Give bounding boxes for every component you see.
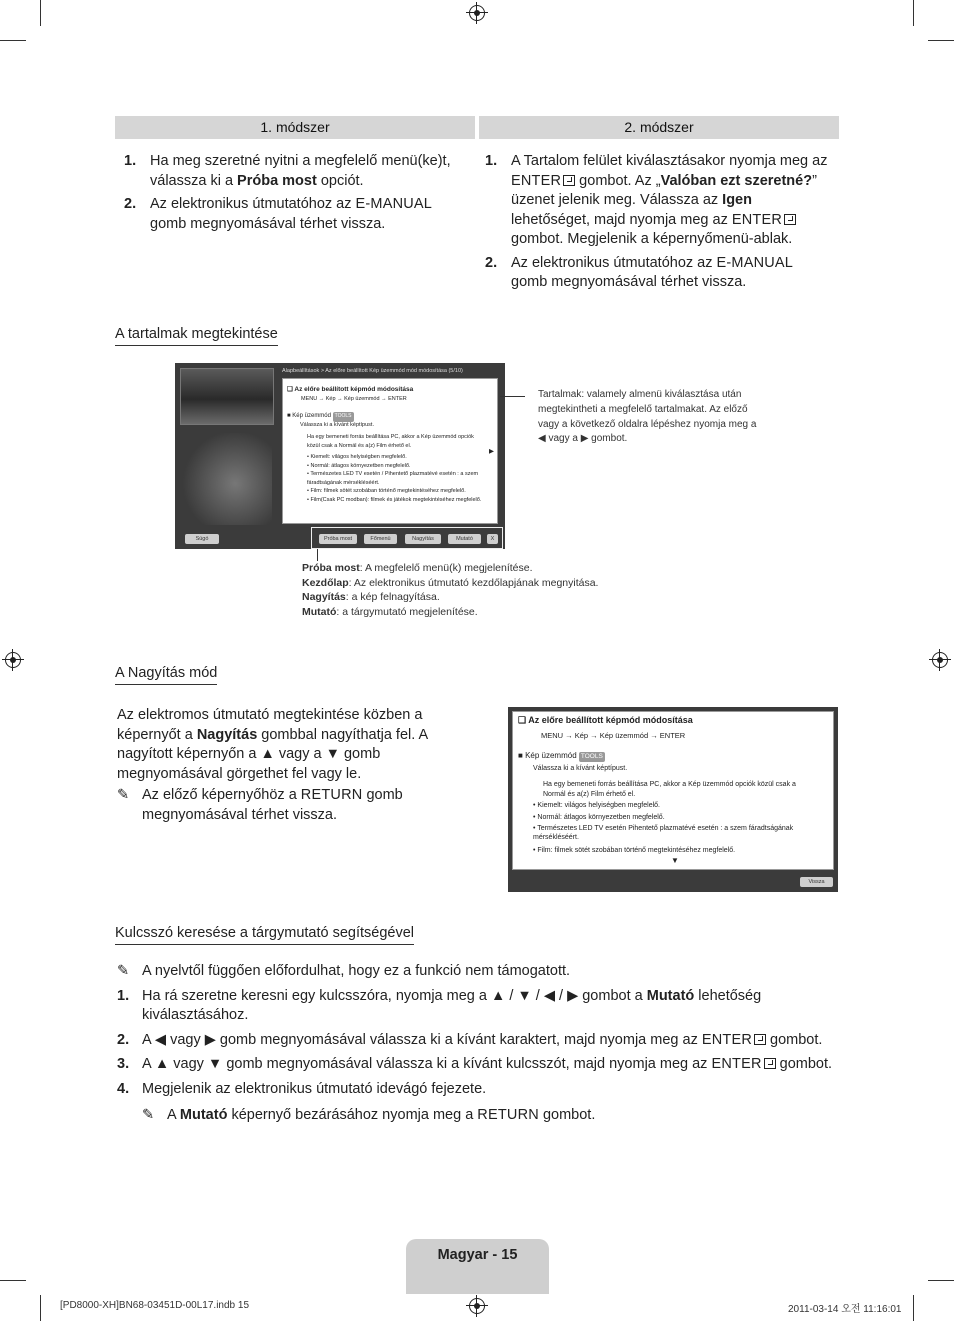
method1-header: 1. módszer — [115, 116, 475, 139]
enter-icon — [764, 1058, 776, 1069]
section-title-contents: A tartalmak megtekintése — [115, 326, 278, 346]
keyword-step4: 4. Megjelenik az elektronikus útmutató idevágó fejezete. — [117, 1080, 487, 1097]
legend-item: Kezdőlap: Az elektronikus útmutató kezdőlapjának megnyitása. — [302, 576, 599, 589]
note-text: Ha egy bemeneti forrás beállítása PC, akkor a Kép üzemmód opciók közül csak a Normál és a(z) Film érhető el. — [543, 781, 796, 798]
zoom-description: Az elektromos útmutató megtekintése közben a képernyőt a Nagyítás gombbal nagyíthatja fel. A nagyított képernyőn a ▲ vagy a ▼ gomb megnyomásával görgethet fel vagy le. — [117, 707, 428, 782]
callout-text: Tartalmak: valamely almenü kiválasztása után megtekintheti a megfelelő tartalmakat. Az előző vagy a következő oldalra lépéshez nyomja meg a ◀ vagy a ▶ gombot. — [538, 389, 757, 445]
tv-screen-zoom — [508, 707, 838, 892]
method2-step1: 1. A Tartalom felület kiválasztásakor nyomja meg az ENTER gombot. Az „Valóban ezt szeretné?” üzenet jelenik meg. Válassza az Igen lehetőséget, majd nyomja meg az ENTER gombot. Megjelenik a képernyőmenü-ablak. — [485, 153, 828, 247]
bullet-item: • Film: filmek sötét szobában történő megtekintéséhez megfelelő. — [533, 847, 736, 854]
close-button[interactable]: X — [487, 534, 498, 544]
registration-mark-icon — [5, 652, 21, 668]
method2-step2: 2. Az elektronikus útmutatóhoz az E-MANUAL gomb megnyomásával térhet vissza. — [485, 254, 794, 290]
item-subtitle: Válassza ki a kívánt képtípust. — [533, 765, 628, 772]
zoom-button[interactable]: Nagyítás — [405, 534, 441, 544]
registration-mark-icon — [932, 652, 948, 668]
print-timestamp: 2011-03-14 오전 11:16:01 — [788, 1304, 902, 1315]
next-page-arrow-icon[interactable]: ▶ — [489, 448, 494, 455]
enter-icon — [784, 214, 796, 225]
bullet-item: • Film(Csak PC modban): filmek és játékok megtekintéséhez megfelelő. — [307, 496, 482, 503]
keyword-note: ✎ A nyelvtől függően előfordulhat, hogy ez a funkció nem támogatott. — [117, 962, 837, 982]
panel-title: ❑ Az előre beállított képmód módosítása — [287, 386, 414, 393]
decor-graphic — [180, 433, 272, 525]
keyword-note2: ✎ A Mutató képernyő bezárásához nyomja meg a RETURN gombot. — [117, 1106, 837, 1126]
bullet-item: • Természetes LED TV esetén / Pihentető plazmatévé esetén : a szem fáradtságának mérsékléséért. — [307, 471, 479, 486]
registration-mark-icon — [469, 5, 485, 21]
callout-line — [500, 396, 525, 397]
keyword-step2: 2. A ◀ vagy ▶ gomb megnyomásával válassza ki a kívánt karaktert, majd nyomja meg az ENTER gombot. — [117, 1031, 823, 1048]
registration-mark-icon — [469, 1298, 485, 1314]
bullet-item: • Normál: átlagos környezetben megfelelő. — [307, 462, 411, 469]
index-button[interactable]: Mutató — [448, 534, 481, 544]
legend-pointer-line — [317, 549, 318, 561]
section-title-zoom: A Nagyítás mód — [115, 665, 217, 685]
bullet-item: • Kiemelt: világos helyiségben megfelelő. — [307, 454, 407, 460]
keyword-step1: 1. Ha rá szeretne keresni egy kulcsszóra, nyomja meg a ▲ / ▼ / ◀ / ▶ gombot a Mutató lehetőség kiválasztásához. — [117, 987, 762, 1023]
menu-path: MENU → Kép → Kép üzemmód → ENTER — [301, 396, 407, 402]
legend-item: Próba most: A megfelelő menü(k) megjelenítése. — [302, 562, 533, 574]
picture-mode-item: ■ Kép üzemmód TOOLS — [518, 751, 603, 760]
note-pencil-icon: ✎ — [117, 787, 130, 803]
menu-path: MENU → Kép → Kép üzemmód → ENTER — [541, 731, 686, 740]
home-button[interactable]: Főmenü — [364, 534, 397, 544]
legend-item: Nagyítás: a kép felnagyítása. — [302, 591, 440, 603]
help-button[interactable]: Súgó — [185, 534, 219, 544]
manual-illustration — [180, 368, 274, 425]
method2-header: 2. módszer — [479, 116, 839, 139]
method1-step1: 1. Ha meg szeretné nyitni a megfelelő menü(ke)t, válassza ki a Próba most opciót. — [124, 153, 451, 189]
bullet-item: • Természetes LED TV esetén Pihentető plazmatévé esetén : a szem fáradtságának mérsékléséért. — [533, 825, 794, 841]
note-pencil-icon: ✎ — [117, 963, 130, 979]
bullet-list — [307, 453, 485, 504]
page-number-tab: Magyar - 15 — [406, 1239, 549, 1294]
enter-icon — [563, 175, 575, 186]
enter-icon — [754, 1034, 766, 1045]
button-legend — [302, 561, 632, 619]
breadcrumb: Alapbeállítások > Az előre beállított Kép üzemmód mód módosítása (5/10) — [282, 368, 463, 374]
content-panel — [282, 378, 498, 524]
method1-step2: 2. Az elektronikus útmutatóhoz az E-MANUAL gomb megnyomásával térhet vissza. — [124, 196, 433, 232]
zoom-note: ✎ Az előző képernyőhöz a RETURN gomb megnyomásával térhet vissza. — [117, 787, 403, 823]
bullet-item: • Normál: átlagos környezetben megfelelő. — [533, 814, 665, 821]
picture-mode-item: ■ Kép üzemmód TOOLS — [287, 412, 354, 422]
note-text: Ha egy bemeneti forrás beállítása PC, akkor a Kép üzemmód opciók közül csak a Normál és a(z) Film érhető el. — [307, 434, 474, 449]
scroll-down-arrow-icon[interactable]: ▼ — [671, 856, 679, 865]
method1-steps — [124, 152, 464, 238]
zoomed-panel — [512, 711, 834, 870]
tv-screen-contents — [175, 363, 505, 549]
try-now-button[interactable]: Próba most — [319, 534, 357, 544]
legend-item: Mutató: a tárgymutató megjelenítése. — [302, 605, 478, 618]
bullet-item: • Film: filmek sötét szobában történő megtekintéséhez megfelelő. — [307, 488, 466, 494]
bullet-list — [533, 800, 818, 857]
method2-steps — [485, 152, 830, 297]
print-file-info: [PD8000-XH]BN68-03451D-00L17.indb 15 — [60, 1300, 250, 1311]
keyword-step3: 3. A ▲ vagy ▼ gomb megnyomásával válassza ki a kívánt kulcsszót, majd nyomja meg az ENTER gombot. — [117, 1056, 833, 1072]
item-subtitle: Válassza ki a kívánt képtípust. — [300, 422, 374, 428]
note-pencil-icon: ✎ — [142, 1107, 155, 1123]
panel-title: ❑ Az előre beállított képmód módosítása — [518, 715, 693, 725]
section-title-keyword: Kulcsszó keresése a tárgymutató segítségével — [115, 925, 414, 945]
back-button[interactable]: Vissza — [800, 877, 833, 887]
keyword-instructions — [117, 962, 837, 1126]
bullet-item: • Kiemelt: világos helyiségben megfelelő. — [533, 802, 660, 809]
